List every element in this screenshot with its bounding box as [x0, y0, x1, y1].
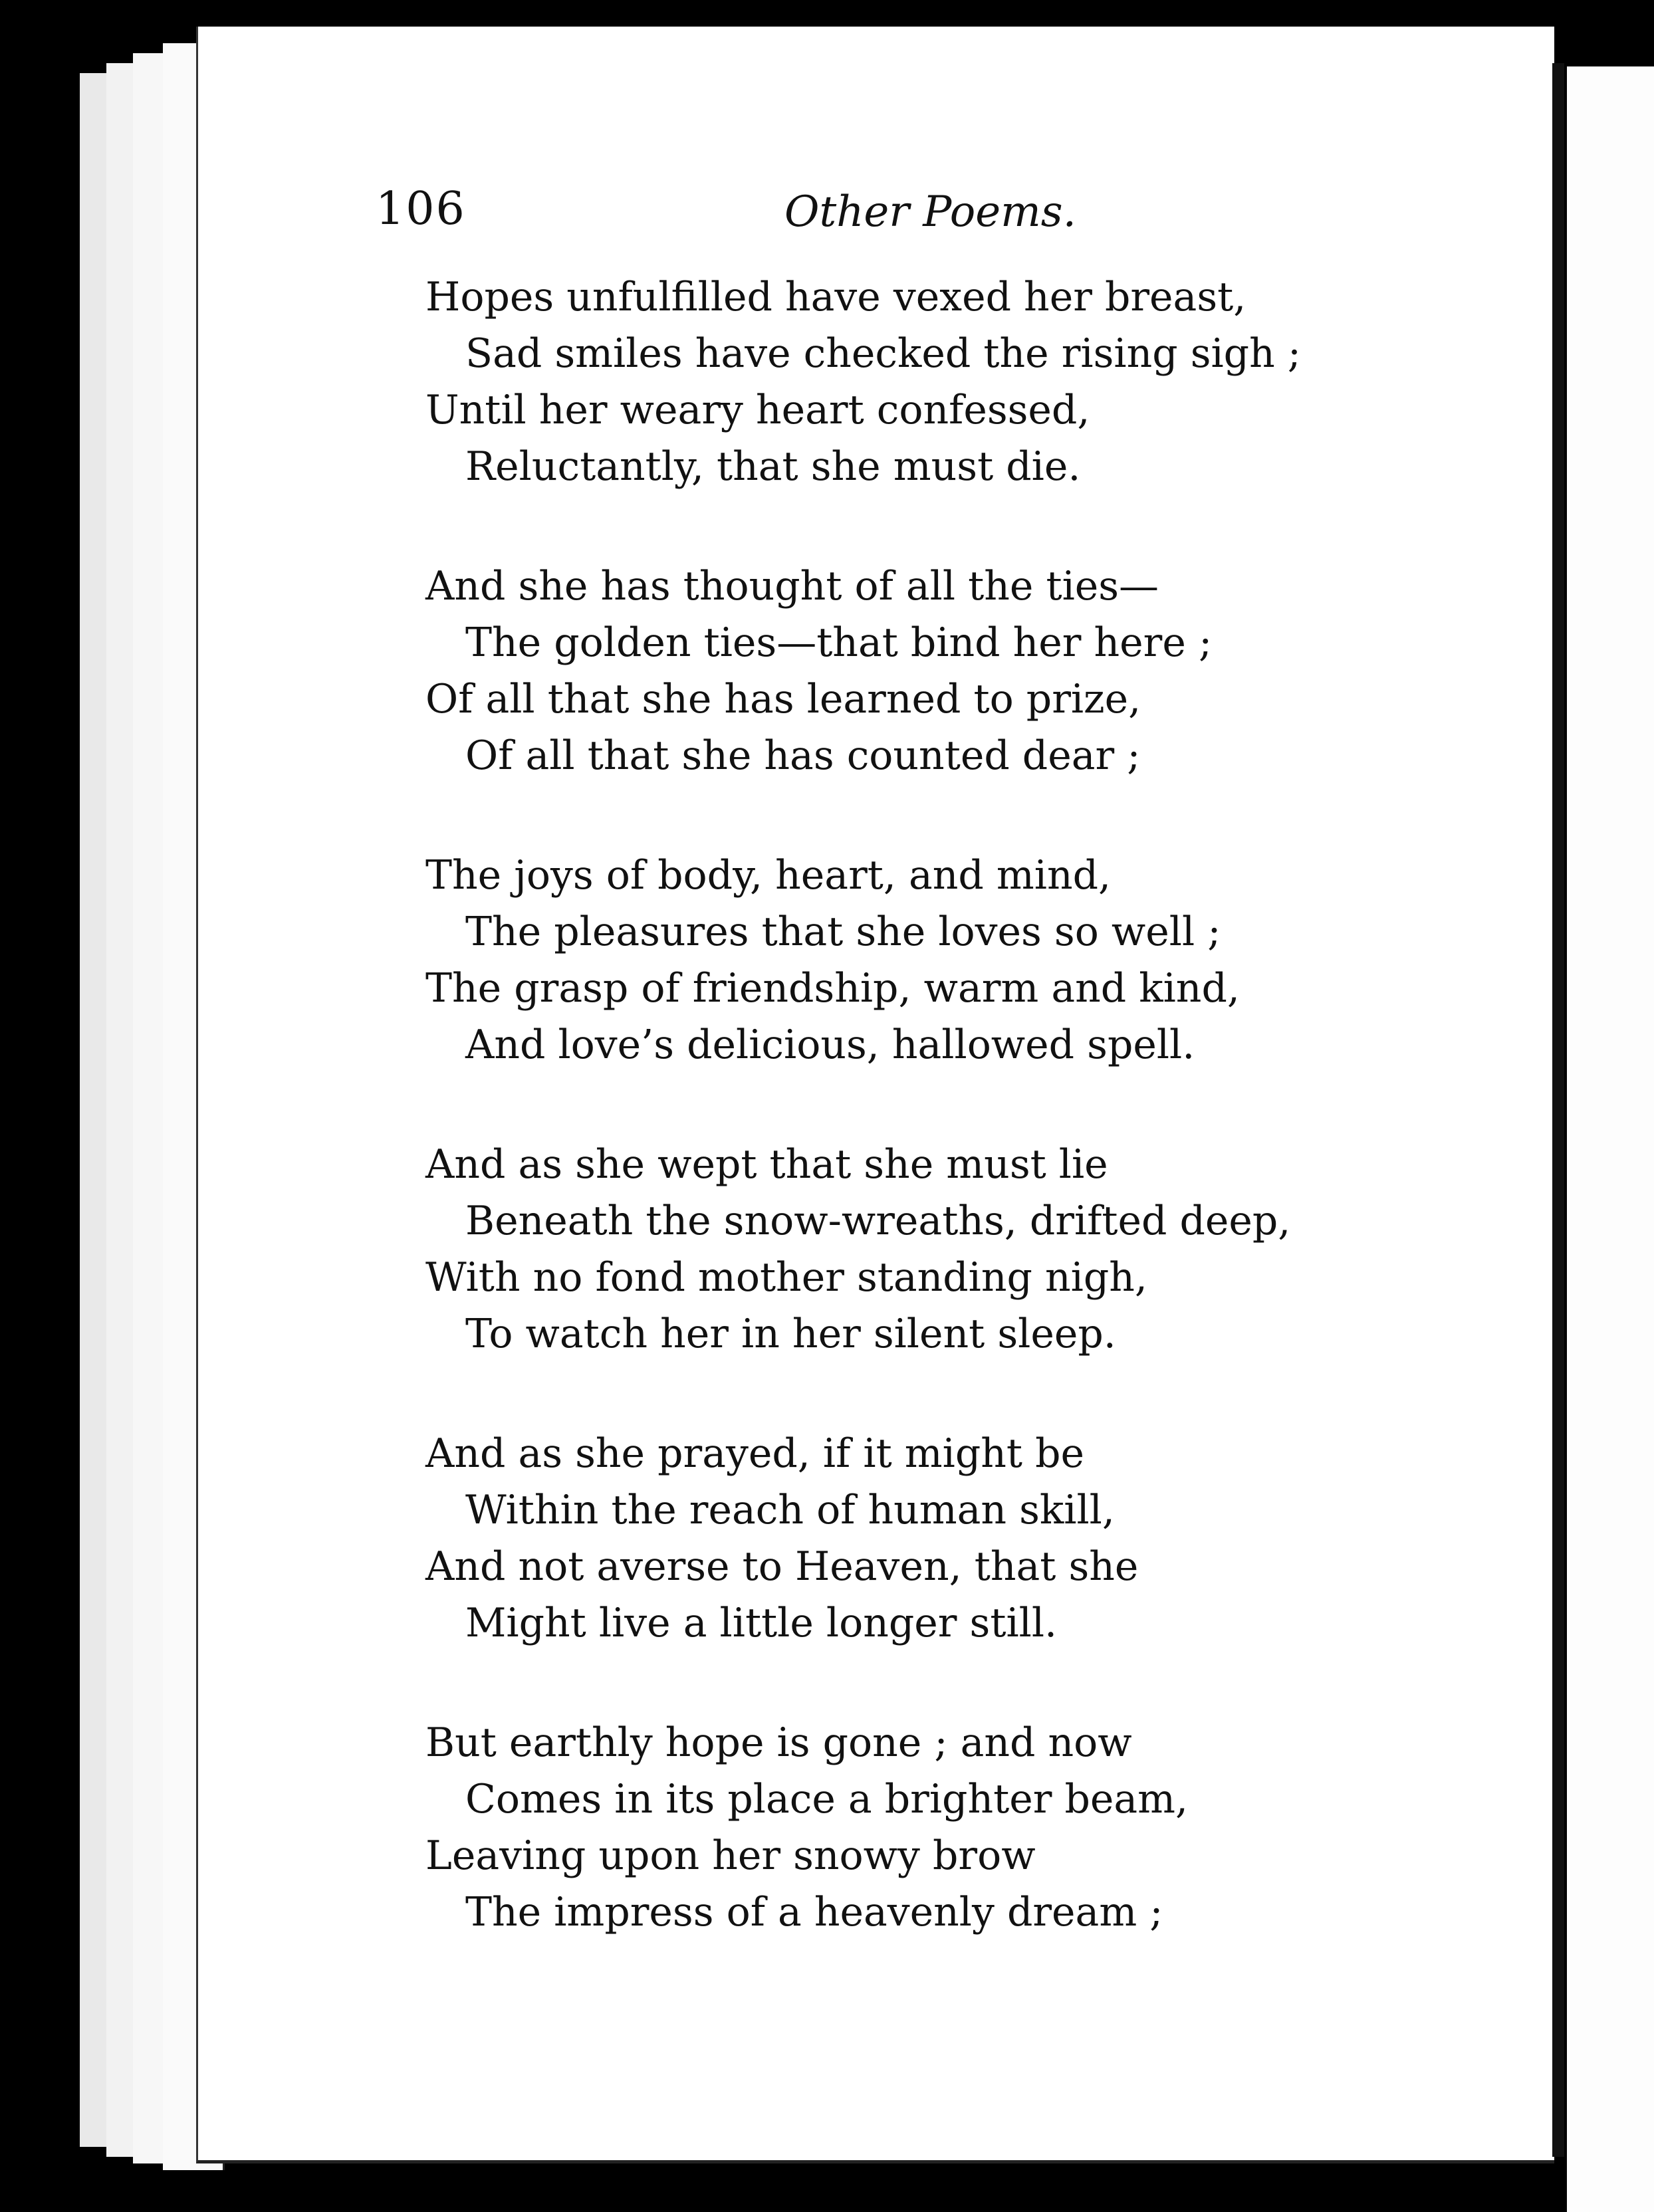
poem-line: And she has thought of all the ties—	[425, 563, 1159, 609]
poem-line: To watch her in her silent sleep.	[465, 1311, 1116, 1357]
page-number: 106	[376, 183, 466, 235]
poem-line: Sad smiles have checked the rising sigh ;	[465, 330, 1302, 377]
poem-line: Might live a little longer still.	[465, 1600, 1058, 1646]
stanza	[425, 1715, 1489, 1941]
poem-line: And love’s delicious, hallowed spell.	[465, 1022, 1195, 1068]
poem-line: Beneath the snow-wreaths, drifted deep,	[465, 1198, 1291, 1244]
stanza	[425, 269, 1489, 495]
poem-line: And as she wept that she must lie	[425, 1141, 1108, 1188]
poem-line: Within the reach of human skill,	[465, 1487, 1115, 1533]
poem-line: Comes in its place a brighter beam,	[465, 1776, 1189, 1823]
stanza	[425, 847, 1489, 1073]
poem-line: Hopes unfulfilled have vexed her breast,	[425, 274, 1246, 320]
poem-line: The impress of a heavenly dream ;	[465, 1889, 1163, 1936]
stanza	[425, 1426, 1489, 1652]
stanza	[425, 558, 1489, 784]
poem-line: Reluctantly, that she must die.	[465, 443, 1081, 490]
poem-line: The joys of body, heart, and mind,	[425, 852, 1112, 899]
facing-page-edge	[1564, 66, 1654, 2212]
poem-line: Leaving upon her snowy brow	[425, 1832, 1036, 1879]
poem-line: With no fond mother standing nigh,	[425, 1254, 1147, 1301]
poem-line: But earthly hope is gone ; and now	[425, 1719, 1132, 1766]
poem-line: The pleasures that she loves so well ;	[465, 909, 1221, 955]
poem-line: Of all that she has learned to prize,	[425, 676, 1141, 722]
poem-line: And not averse to Heaven, that she	[425, 1543, 1139, 1590]
poem-line: The golden ties—that bind her here ;	[465, 619, 1213, 666]
poem-body	[425, 269, 1489, 2004]
poem-line: The grasp of friendship, warm and kind,	[425, 965, 1240, 1012]
gutter-shadow	[1552, 63, 1564, 2157]
running-head: Other Poems.	[784, 187, 1076, 237]
poem-line: Until her weary heart confessed,	[425, 387, 1090, 433]
stanza	[425, 1137, 1489, 1363]
poem-line: Of all that she has counted dear ;	[465, 732, 1141, 779]
poem-line: And as she prayed, if it might be	[425, 1430, 1084, 1477]
